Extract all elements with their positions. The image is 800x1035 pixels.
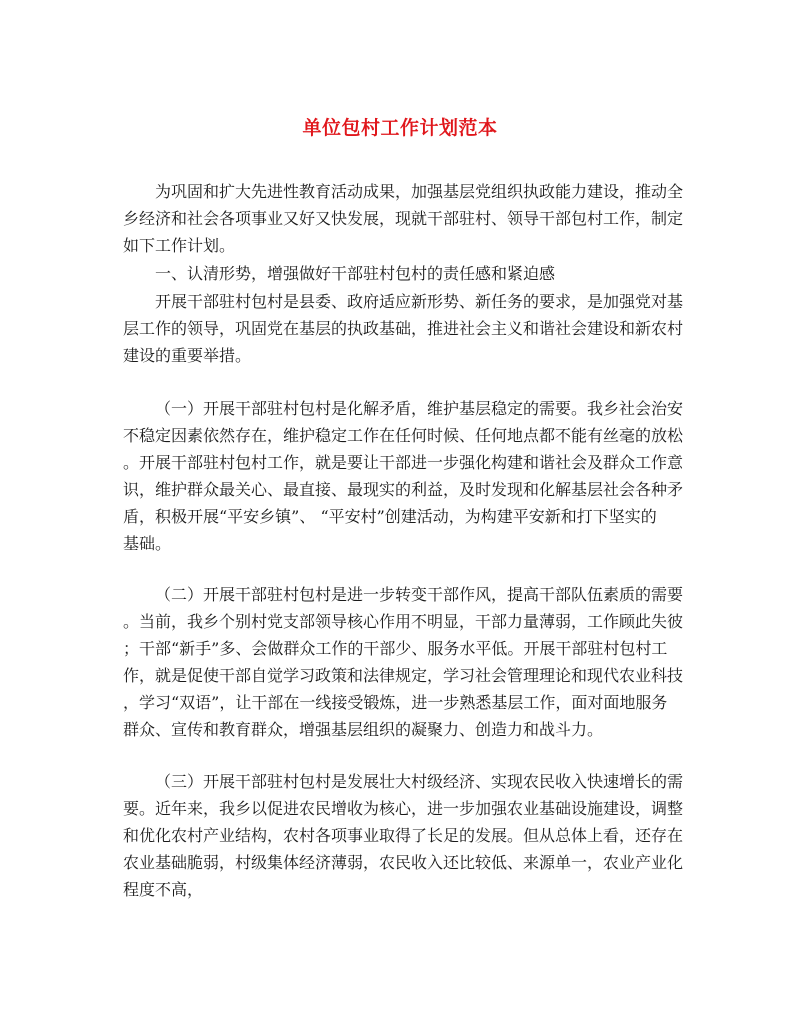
paragraph-line: 。当前，我乡个别村党支部领导核心作用不明显，干部力量薄弱，工作顾此失彼 [123, 612, 684, 631]
paragraph-line: 和优化农村产业结构，农村各项事业取得了长足的发展。但从总体上看，还存在 [123, 826, 684, 845]
paragraph-line: 不稳定因素依然存在，维护稳定工作在任何时候、任何地点都不能有丝毫的放松 [123, 426, 684, 445]
paragraph-line: ；干部“新手”多、会做群众工作的干部少、服务水平低。开展干部驻村包村工 [123, 639, 668, 658]
paragraph-line: 盾，积极开展“平安乡镇”、 “平安村”创建活动，为构建平安新和打下坚实的 [123, 507, 657, 526]
paragraph-line: 层工作的领导，巩固党在基层的执政基础，推进社会主义和谐社会建设和新农村 [123, 319, 684, 338]
paragraph-line: 为巩固和扩大先进性教育活动成果，加强基层党组织执政能力建设，推动全 [155, 182, 684, 201]
paragraph-line: 如下工作计划。 [123, 236, 236, 255]
paragraph-line: （三）开展干部驻村包村是发展壮大村级经济、实现农民收入快速增长的需 [155, 772, 684, 791]
paragraph-line: 农业基础脆弱，村级集体经济薄弱，农民收入还比较低、来源单一，农业产业化 [123, 853, 684, 872]
paragraph-line: 识，维护群众最关心、最直接、最现实的利益，及时发现和化解基层社会各种矛 [123, 480, 684, 499]
paragraph-line: 建设的重要举措。 [123, 346, 252, 365]
paragraph-line: 程度不高， [123, 880, 204, 899]
paragraph-line: 乡经济和社会各项事业又好又快发展，现就干部驻村、领导干部包村工作，制定 [123, 209, 684, 228]
paragraph-line: 基础。 [123, 534, 172, 553]
paragraph-line: 。开展干部驻村包村工作，就是要让干部进一步强化构建和谐社会及群众工作意 [123, 453, 684, 472]
paragraph-line: （一）开展干部驻村包村是化解矛盾，维护基层稳定的需要。我乡社会治安 [155, 399, 684, 418]
paragraph-line: 要。近年来，我乡以促进农民增收为核心，进一步加强农业基础设施建设，调整 [123, 799, 684, 818]
paragraph-line: 群众、宣传和教育群众，增强基层组织的凝聚力、创造力和战斗力。 [123, 720, 604, 739]
paragraph-line: 作，就是促使干部自觉学习政策和法律规定，学习社会管理理论和现代农业科技 [123, 666, 684, 685]
paragraph-line: ，学习“双语”，让干部在一线接受锻炼，进一步熟悉基层工作，面对面地服务 [123, 693, 668, 712]
paragraph-line: （二）开展干部驻村包村是进一步转变干部作风，提高干部队伍素质的需要 [155, 585, 684, 604]
document-title: 单位包村工作计划范本 [302, 117, 498, 139]
section-heading: 一、认清形势，增强做好干部驻村包村的责任感和紧迫感 [155, 264, 556, 283]
paragraph-line: 开展干部驻村包村是县委、政府适应新形势、新任务的要求，是加强党对基 [155, 292, 684, 311]
